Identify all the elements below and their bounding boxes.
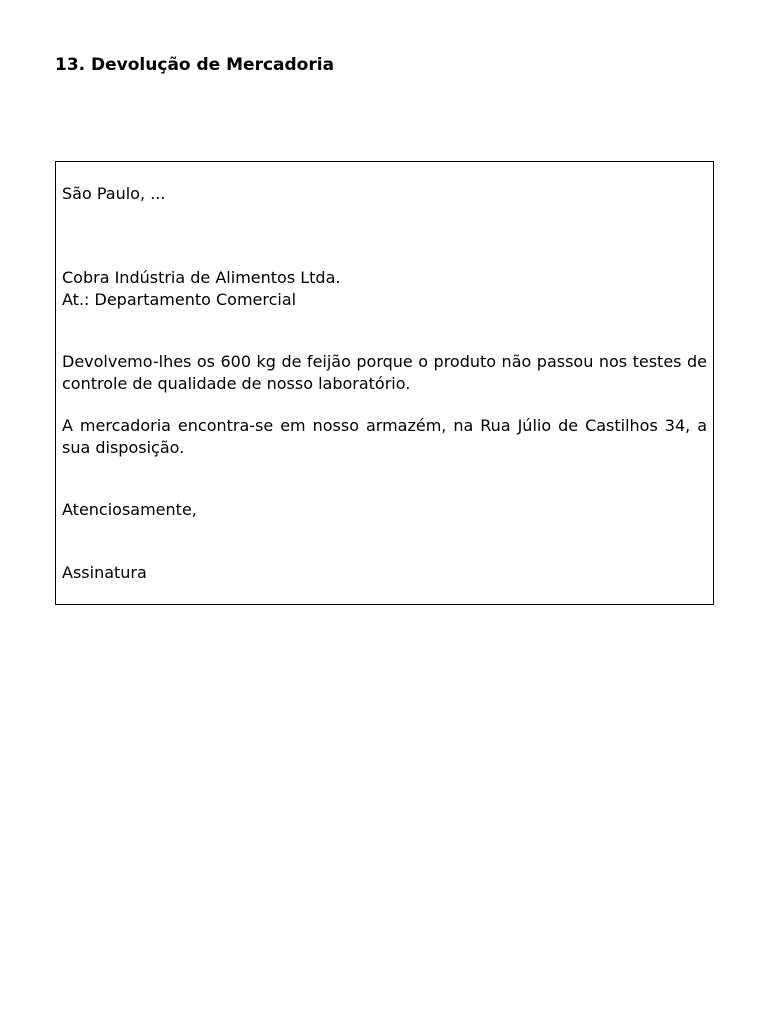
letter-paragraph: Devolvemo-lhes os 600 kg de feijão porque o produto não passou nos testes de controle de qualidade de nosso laboratório.: [62, 352, 707, 393]
letter-recipient-company: Cobra Indústria de Alimentos Ltda.: [62, 268, 341, 287]
letter-place-date: São Paulo, ...: [62, 184, 166, 203]
letter-signature: Assinatura: [62, 563, 147, 582]
letter-recipient-attention: At.: Departamento Comercial: [62, 290, 297, 309]
letter-paragraph: A mercadoria encontra-se em nosso armazém, na Rua Júlio de Castilhos 34, a sua disposição.: [62, 416, 707, 457]
letter-closing: Atenciosamente,: [62, 500, 197, 519]
document-title: 13. Devolução de Mercadoria: [55, 55, 335, 75]
letter-box: [55, 161, 714, 605]
